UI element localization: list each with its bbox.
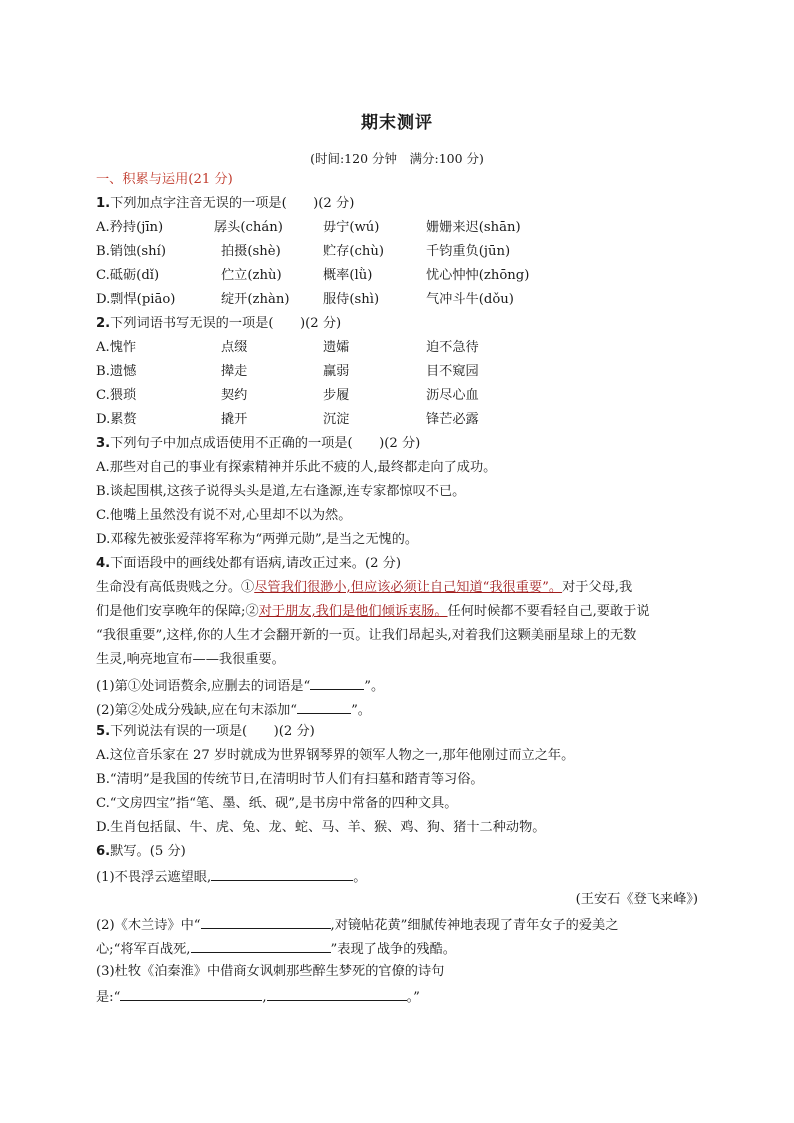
question-number: 3. <box>96 436 111 451</box>
question-2-stem <box>96 314 341 334</box>
answer-blank[interactable] <box>310 675 364 690</box>
poem-source: (王安石《登飞来峰》) <box>575 892 698 907</box>
q1-option-b-2: 拍摄(shè) <box>221 244 281 259</box>
subquestion-text: (2)《木兰诗》中“ <box>96 918 201 933</box>
subquestion-text: ,对镜帖花黄”细腻传神地表现了青年女子的爱美之 <box>330 918 619 933</box>
question-text: 下列词语书写无误的一项是( )(2 分) <box>110 316 342 331</box>
q4-passage-line-1 <box>96 578 632 598</box>
q1-option-d-1: D.剽悍(piāo) <box>96 292 176 307</box>
q1-option-c-4: 忧心忡忡(zhōng) <box>426 268 530 283</box>
q2-option-c-2: 契约 <box>221 388 248 403</box>
q2-option-d-1: D.累赘 <box>96 412 137 427</box>
question-number: 2. <box>96 316 111 331</box>
q2-option-b-1: B.遗憾 <box>96 364 137 379</box>
underlined-sentence-1: 尽管我们很渺小,但应该必须让自己知道“我很重要”。 <box>254 580 563 595</box>
q5-option-b: B.“清明”是我国的传统节日,在清明时节人们有扫墓和踏青等习俗。 <box>96 772 484 787</box>
subquestion-text: , <box>262 990 267 1005</box>
q2-option-b-2: 撵走 <box>221 364 248 379</box>
q2-option-a-2: 点缀 <box>221 340 248 355</box>
question-4-stem <box>96 554 401 574</box>
q3-option-a: A.那些对自己的事业有探索精神并乐此不疲的人,最终都走向了成功。 <box>96 460 497 475</box>
q1-option-a-2: 孱头(chán) <box>214 220 283 235</box>
subquestion-text: ”。 <box>364 679 385 694</box>
q6-subquestion-1 <box>96 866 366 888</box>
q2-option-a-3: 遗孀 <box>323 340 350 355</box>
passage-text: 对于父母,我 <box>562 580 633 595</box>
q2-option-c-3: 步履 <box>323 388 350 403</box>
q2-option-c-4: 沥尽心血 <box>426 388 479 403</box>
q4-passage-line-3: “我很重要”,这样,你的人生才会翻开新的一页。让我们昂起头,对着我们这颗美丽星球上的无数 <box>96 628 637 643</box>
subquestion-text: 。” <box>406 990 420 1005</box>
question-text: 下列说法有误的一项是( )(2 分) <box>110 724 315 739</box>
answer-blank[interactable] <box>191 938 331 953</box>
subquestion-text: ”。 <box>351 703 371 718</box>
q1-option-d-2: 绽开(zhàn) <box>221 292 290 307</box>
subquestion-text: 是:“ <box>96 990 121 1005</box>
q1-option-d-3: 服侍(shì) <box>323 292 380 307</box>
q2-option-d-3: 沉淀 <box>323 412 350 427</box>
subquestion-text: 心;“将军百战死, <box>96 942 191 957</box>
question-3-stem <box>96 434 420 454</box>
question-text: 下面语段中的画线处都有语病,请改正过来。(2 分) <box>110 556 401 571</box>
question-5-stem <box>96 722 315 742</box>
q2-option-a-4: 迫不急待 <box>426 340 479 355</box>
q5-option-c: C.“文房四宝”指“笔、墨、纸、砚”,是书房中常备的四种文具。 <box>96 796 458 811</box>
q5-option-a: A.这位音乐家在 27 岁时就成为世界钢琴界的领军人物之一,那年他刚过而立之年。 <box>96 748 575 763</box>
question-6-stem <box>96 842 186 862</box>
q2-option-d-2: 撬开 <box>221 412 248 427</box>
q1-option-b-3: 贮存(chù) <box>323 244 385 259</box>
subquestion-text: (1)不畏浮云遮望眼, <box>96 870 212 885</box>
subquestion-text: ”表现了战争的残酷。 <box>330 942 456 957</box>
q3-option-c: C.他嘴上虽然没有说不对,心里却不以为然。 <box>96 508 352 523</box>
q2-option-b-4: 目不窥园 <box>426 364 479 379</box>
q1-option-b-1: B.销蚀(shí) <box>96 244 167 259</box>
subquestion-text: (2)第②处成分残缺,应在句末添加“ <box>96 703 298 718</box>
question-number: 4. <box>96 556 111 571</box>
q4-passage-line-2 <box>96 602 650 622</box>
question-number: 6. <box>96 844 111 859</box>
q2-option-a-1: A.愧怍 <box>96 340 137 355</box>
question-text: 下列加点字注音无误的一项是( )(2 分) <box>110 196 355 211</box>
answer-blank[interactable] <box>120 986 262 1001</box>
q2-option-b-3: 赢弱 <box>323 364 350 379</box>
q3-option-d: D.邓稼先被张爱萍将军称为“两弹元勋”,是当之无愧的。 <box>96 532 419 547</box>
subquestion-text: 。 <box>353 870 367 885</box>
q2-option-c-1: C.猥琐 <box>96 388 137 403</box>
passage-text: 们是他们安享晚年的保障;② <box>96 604 259 619</box>
q1-option-c-2: 伫立(zhù) <box>221 268 282 283</box>
underlined-sentence-2: 对于朋友,我们是他们倾诉衷肠。 <box>258 604 448 619</box>
q1-option-a-1: A.矜持(jīn) <box>96 220 164 235</box>
q1-option-d-4: 气冲斗牛(dǒu) <box>426 292 514 307</box>
section-heading: 一、积累与运用(21 分) <box>96 172 233 187</box>
q4-subquestion-2 <box>96 699 371 721</box>
passage-text: 生命没有高低贵贱之分。① <box>96 580 255 595</box>
answer-blank[interactable] <box>297 699 351 714</box>
q3-option-b: B.谈起围棋,这孩子说得头头是道,左右逢源,连专家都惊叹不已。 <box>96 484 466 499</box>
q6-subquestion-3-line-2 <box>96 986 420 1008</box>
passage-text: 任何时候都不要看轻自己,要敢于说 <box>447 604 650 619</box>
q5-option-d: D.生肖包括鼠、牛、虎、兔、龙、蛇、马、羊、猴、鸡、狗、猪十二种动物。 <box>96 820 546 835</box>
q6-subquestion-3-line-1: (3)杜牧《泊秦淮》中借商女讽刺那些醉生梦死的官僚的诗句 <box>96 964 445 979</box>
q4-subquestion-1 <box>96 675 384 697</box>
q1-option-a-3: 毋宁(wú) <box>323 220 380 235</box>
answer-blank[interactable] <box>201 914 331 929</box>
q1-option-c-1: C.砥砺(dǐ) <box>96 268 160 283</box>
question-1-stem <box>96 194 354 214</box>
q1-option-c-3: 概率(lǜ) <box>323 268 373 283</box>
q1-option-b-4: 千钧重负(jūn) <box>426 244 511 259</box>
answer-blank[interactable] <box>211 866 353 881</box>
question-text: 下列句子中加点成语使用不正确的一项是( )(2 分) <box>110 436 421 451</box>
q6-subquestion-2-line-2 <box>96 938 456 960</box>
subquestion-text: (1)第①处词语赘余,应删去的词语是“ <box>96 679 311 694</box>
question-number: 1. <box>96 196 111 211</box>
q6-subquestion-2-line-1 <box>96 914 618 936</box>
question-number: 5. <box>96 724 111 739</box>
question-text: 默写。(5 分) <box>110 844 186 859</box>
q4-passage-line-4: 生灵,响亮地宣布——我很重要。 <box>96 652 285 667</box>
q2-option-d-4: 锋芒必露 <box>426 412 479 427</box>
exam-time-score: (时间:120 分钟 满分:100 分) <box>310 151 484 166</box>
answer-blank[interactable] <box>267 986 407 1001</box>
q1-option-a-4: 姗姗来迟(shān) <box>426 220 521 235</box>
page-title: 期末测评 <box>361 113 433 133</box>
